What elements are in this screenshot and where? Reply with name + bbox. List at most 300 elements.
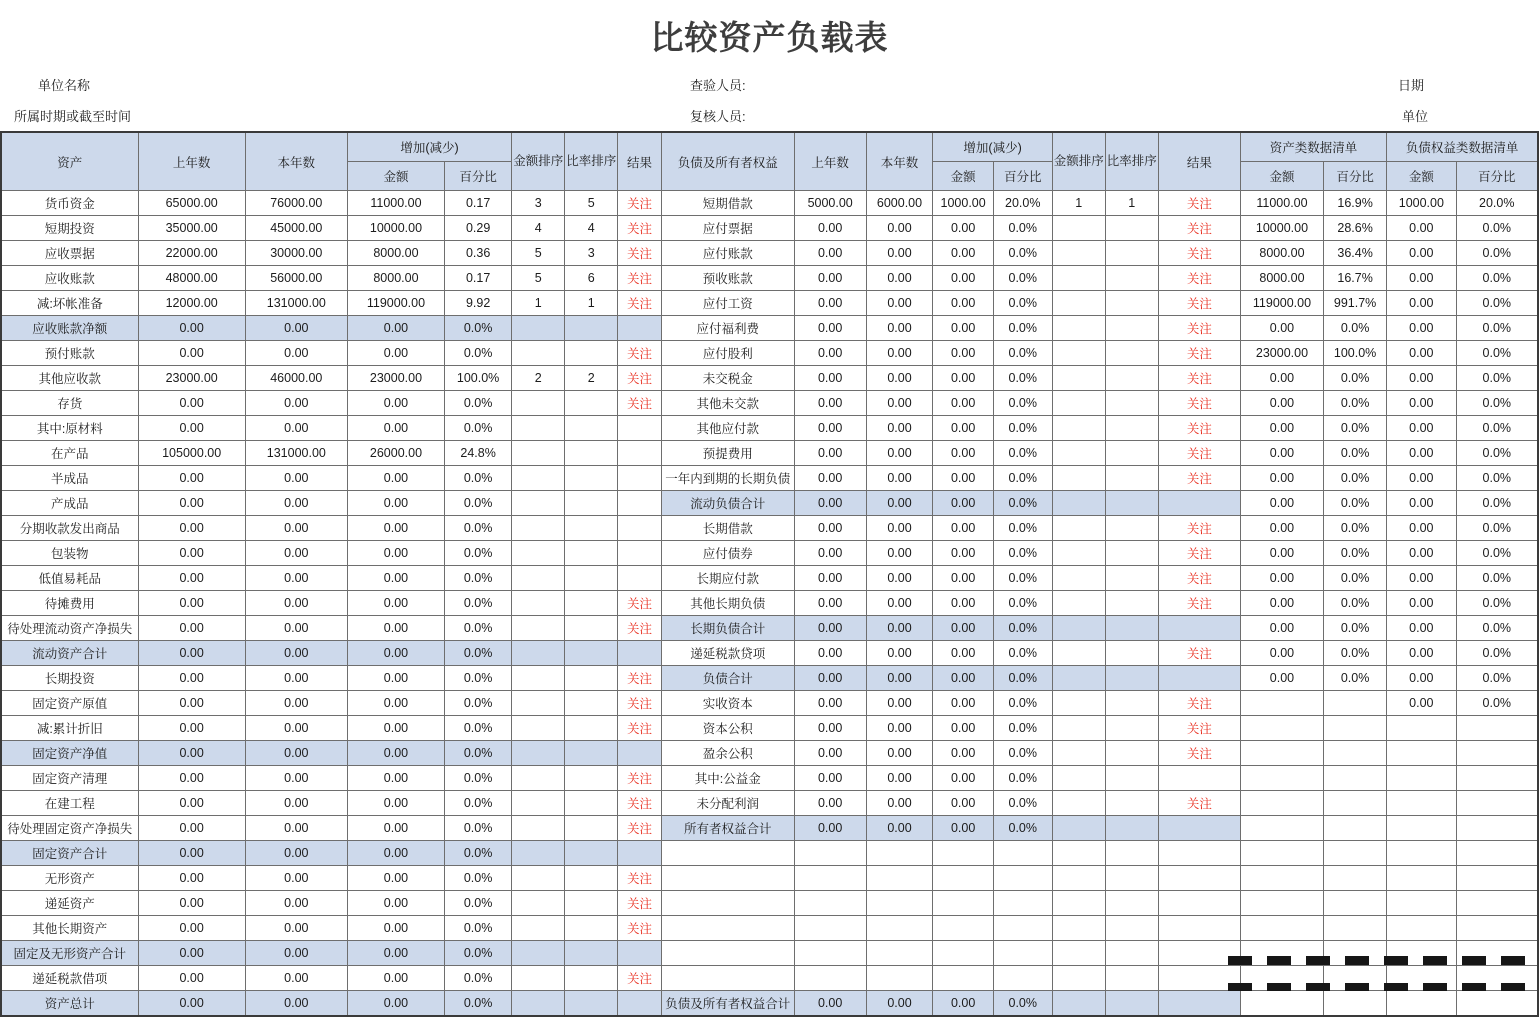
cell-liability-list-pct[interactable] (1456, 866, 1538, 891)
cell-liability-list-amount[interactable] (1387, 991, 1456, 1016)
cell-liab-label[interactable]: 资本公积 (661, 716, 794, 741)
cell-asset-label[interactable]: 递延税款借项 (1, 966, 138, 991)
cell-liab-ratio-rank[interactable] (1105, 466, 1158, 491)
cell-liability-list-pct[interactable]: 0.0% (1456, 341, 1538, 366)
cell-liab-ratio-rank[interactable] (1105, 866, 1158, 891)
cell-liab-curr-year[interactable]: 0.00 (866, 791, 933, 816)
cell-asset-prev-year[interactable]: 22000.00 (138, 241, 245, 266)
cell-liab-amount-rank[interactable] (1052, 691, 1105, 716)
cell-liability-list-amount[interactable]: 0.00 (1387, 591, 1456, 616)
cell-asset-list-amount[interactable]: 0.00 (1240, 416, 1323, 441)
cell-liability-list-pct[interactable] (1456, 991, 1538, 1016)
cell-liab-pct[interactable]: 0.0% (993, 741, 1052, 766)
cell-asset-prev-year[interactable]: 0.00 (138, 566, 245, 591)
cell-asset-label[interactable]: 待摊费用 (1, 591, 138, 616)
cell-liab-result[interactable]: 关注 (1158, 391, 1240, 416)
cell-liab-result[interactable]: 关注 (1158, 466, 1240, 491)
cell-asset-curr-year[interactable]: 0.00 (245, 591, 347, 616)
cell-liability-list-amount[interactable]: 0.00 (1387, 366, 1456, 391)
cell-liab-ratio-rank[interactable] (1105, 691, 1158, 716)
cell-asset-amount-rank[interactable] (512, 666, 565, 691)
cell-asset-list-pct[interactable]: 16.7% (1324, 266, 1387, 291)
cell-liab-amount-rank[interactable] (1052, 616, 1105, 641)
cell-liability-list-amount[interactable]: 0.00 (1387, 691, 1456, 716)
cell-asset-list-pct[interactable] (1324, 816, 1387, 841)
cell-asset-label[interactable]: 固定及无形资产合计 (1, 941, 138, 966)
cell-asset-amount[interactable]: 0.00 (347, 866, 444, 891)
cell-asset-amount[interactable]: 0.00 (347, 316, 444, 341)
cell-liab-prev-year[interactable]: 0.00 (794, 591, 866, 616)
cell-asset-amount-rank[interactable] (512, 416, 565, 441)
cell-asset-pct[interactable]: 0.0% (445, 491, 512, 516)
cell-liab-result[interactable]: 关注 (1158, 341, 1240, 366)
cell-asset-prev-year[interactable]: 0.00 (138, 916, 245, 941)
cell-asset-pct[interactable]: 24.8% (445, 441, 512, 466)
cell-asset-list-amount[interactable]: 0.00 (1240, 441, 1323, 466)
cell-asset-pct[interactable]: 0.0% (445, 716, 512, 741)
cell-liab-amount[interactable] (933, 966, 993, 991)
cell-asset-list-pct[interactable]: 0.0% (1324, 491, 1387, 516)
cell-asset-prev-year[interactable]: 0.00 (138, 991, 245, 1016)
cell-asset-curr-year[interactable]: 0.00 (245, 841, 347, 866)
cell-liab-amount[interactable]: 0.00 (933, 666, 993, 691)
cell-asset-curr-year[interactable]: 0.00 (245, 966, 347, 991)
cell-asset-label[interactable]: 低值易耗品 (1, 566, 138, 591)
cell-asset-list-pct[interactable]: 0.0% (1324, 566, 1387, 591)
cell-asset-amount[interactable]: 0.00 (347, 541, 444, 566)
cell-asset-pct[interactable]: 0.0% (445, 816, 512, 841)
cell-asset-ratio-rank[interactable] (565, 766, 618, 791)
cell-asset-pct[interactable]: 0.0% (445, 941, 512, 966)
cell-asset-label[interactable]: 产成品 (1, 491, 138, 516)
cell-liab-amount[interactable] (933, 866, 993, 891)
cell-asset-pct[interactable]: 0.0% (445, 666, 512, 691)
cell-liab-prev-year[interactable]: 0.00 (794, 391, 866, 416)
cell-asset-label[interactable]: 货币资金 (1, 191, 138, 216)
cell-liab-prev-year[interactable]: 0.00 (794, 991, 866, 1016)
cell-liab-pct[interactable]: 0.0% (993, 991, 1052, 1016)
cell-liab-pct[interactable] (993, 891, 1052, 916)
cell-liab-ratio-rank[interactable] (1105, 791, 1158, 816)
cell-asset-amount[interactable]: 0.00 (347, 466, 444, 491)
cell-liab-prev-year[interactable]: 0.00 (794, 666, 866, 691)
cell-liab-label[interactable]: 一年内到期的长期负债 (661, 466, 794, 491)
cell-asset-ratio-rank[interactable] (565, 391, 618, 416)
cell-asset-amount-rank[interactable] (512, 841, 565, 866)
cell-asset-list-amount[interactable]: 11000.00 (1240, 191, 1323, 216)
cell-asset-prev-year[interactable]: 0.00 (138, 866, 245, 891)
cell-asset-pct[interactable]: 0.0% (445, 841, 512, 866)
cell-liab-amount[interactable]: 0.00 (933, 316, 993, 341)
cell-liab-result[interactable]: 关注 (1158, 691, 1240, 716)
cell-liab-prev-year[interactable] (794, 941, 866, 966)
cell-asset-amount[interactable]: 0.00 (347, 916, 444, 941)
cell-liab-result[interactable] (1158, 816, 1240, 841)
cell-asset-list-pct[interactable]: 100.0% (1324, 341, 1387, 366)
cell-liab-result[interactable] (1158, 841, 1240, 866)
cell-asset-label[interactable]: 存货 (1, 391, 138, 416)
cell-asset-amount-rank[interactable] (512, 816, 565, 841)
cell-liability-list-amount[interactable]: 0.00 (1387, 466, 1456, 491)
cell-asset-amount-rank[interactable] (512, 741, 565, 766)
cell-asset-prev-year[interactable]: 0.00 (138, 641, 245, 666)
cell-liab-pct[interactable]: 0.0% (993, 466, 1052, 491)
cell-liab-prev-year[interactable]: 0.00 (794, 366, 866, 391)
cell-asset-pct[interactable]: 0.0% (445, 416, 512, 441)
cell-liab-curr-year[interactable] (866, 966, 933, 991)
cell-asset-prev-year[interactable]: 0.00 (138, 691, 245, 716)
cell-liability-list-pct[interactable]: 0.0% (1456, 491, 1538, 516)
cell-asset-list-pct[interactable]: 991.7% (1324, 291, 1387, 316)
cell-asset-curr-year[interactable]: 0.00 (245, 991, 347, 1016)
cell-asset-curr-year[interactable]: 0.00 (245, 316, 347, 341)
cell-asset-list-amount[interactable]: 0.00 (1240, 566, 1323, 591)
cell-asset-amount[interactable]: 0.00 (347, 991, 444, 1016)
cell-asset-label[interactable]: 其中:原材料 (1, 416, 138, 441)
cell-asset-list-amount[interactable] (1240, 991, 1323, 1016)
cell-asset-list-amount[interactable]: 0.00 (1240, 516, 1323, 541)
cell-asset-label[interactable]: 无形资产 (1, 866, 138, 891)
cell-asset-prev-year[interactable]: 0.00 (138, 491, 245, 516)
cell-liab-curr-year[interactable]: 0.00 (866, 441, 933, 466)
cell-asset-pct[interactable]: 0.0% (445, 916, 512, 941)
cell-liab-prev-year[interactable]: 0.00 (794, 741, 866, 766)
cell-asset-label[interactable]: 预付账款 (1, 341, 138, 366)
cell-liab-amount[interactable] (933, 891, 993, 916)
cell-asset-amount-rank[interactable] (512, 341, 565, 366)
cell-asset-curr-year[interactable]: 46000.00 (245, 366, 347, 391)
cell-liab-pct[interactable]: 0.0% (993, 591, 1052, 616)
cell-asset-list-pct[interactable] (1324, 766, 1387, 791)
cell-liab-result[interactable] (1158, 916, 1240, 941)
cell-liab-amount-rank[interactable] (1052, 341, 1105, 366)
cell-asset-result[interactable] (618, 741, 662, 766)
cell-asset-ratio-rank[interactable] (565, 791, 618, 816)
cell-liability-list-pct[interactable]: 0.0% (1456, 616, 1538, 641)
cell-liab-prev-year[interactable]: 0.00 (794, 516, 866, 541)
cell-asset-list-pct[interactable]: 0.0% (1324, 641, 1387, 666)
cell-liab-curr-year[interactable]: 0.00 (866, 266, 933, 291)
cell-liability-list-pct[interactable]: 0.0% (1456, 691, 1538, 716)
cell-liab-result[interactable]: 关注 (1158, 291, 1240, 316)
cell-asset-curr-year[interactable]: 0.00 (245, 616, 347, 641)
cell-asset-label[interactable]: 减:累计折旧 (1, 716, 138, 741)
cell-asset-list-amount[interactable]: 0.00 (1240, 591, 1323, 616)
cell-asset-curr-year[interactable]: 0.00 (245, 766, 347, 791)
cell-liab-amount-rank[interactable] (1052, 891, 1105, 916)
cell-liab-result[interactable]: 关注 (1158, 566, 1240, 591)
cell-liab-ratio-rank[interactable] (1105, 541, 1158, 566)
cell-liab-result[interactable]: 关注 (1158, 316, 1240, 341)
cell-asset-label[interactable]: 待处理流动资产净损失 (1, 616, 138, 641)
cell-liab-label[interactable]: 应付账款 (661, 241, 794, 266)
cell-liab-amount[interactable]: 0.00 (933, 366, 993, 391)
cell-asset-list-amount[interactable] (1240, 691, 1323, 716)
cell-asset-curr-year[interactable]: 0.00 (245, 416, 347, 441)
cell-liab-label[interactable]: 其中:公益金 (661, 766, 794, 791)
cell-liab-label[interactable]: 流动负债合计 (661, 491, 794, 516)
cell-liab-amount-rank[interactable] (1052, 641, 1105, 666)
cell-liab-amount-rank[interactable] (1052, 666, 1105, 691)
cell-liab-amount-rank[interactable] (1052, 866, 1105, 891)
cell-asset-amount-rank[interactable] (512, 591, 565, 616)
cell-asset-amount[interactable]: 0.00 (347, 966, 444, 991)
cell-liability-list-amount[interactable] (1387, 891, 1456, 916)
cell-asset-list-amount[interactable]: 0.00 (1240, 366, 1323, 391)
cell-asset-label[interactable]: 半成品 (1, 466, 138, 491)
cell-asset-list-amount[interactable] (1240, 866, 1323, 891)
cell-asset-amount-rank[interactable] (512, 716, 565, 741)
cell-liab-result[interactable]: 关注 (1158, 641, 1240, 666)
cell-asset-amount[interactable]: 0.00 (347, 716, 444, 741)
cell-asset-amount[interactable]: 0.00 (347, 616, 444, 641)
cell-asset-pct[interactable]: 9.92 (445, 291, 512, 316)
cell-asset-curr-year[interactable]: 45000.00 (245, 216, 347, 241)
cell-asset-list-pct[interactable] (1324, 891, 1387, 916)
cell-liab-amount-rank[interactable] (1052, 741, 1105, 766)
cell-liability-list-amount[interactable]: 0.00 (1387, 341, 1456, 366)
cell-asset-pct[interactable]: 0.0% (445, 741, 512, 766)
cell-asset-label[interactable]: 待处理固定资产净损失 (1, 816, 138, 841)
cell-asset-amount-rank[interactable] (512, 641, 565, 666)
cell-asset-prev-year[interactable]: 0.00 (138, 516, 245, 541)
cell-asset-list-amount[interactable] (1240, 741, 1323, 766)
cell-liab-label[interactable]: 负债合计 (661, 666, 794, 691)
cell-liab-result[interactable] (1158, 991, 1240, 1016)
cell-asset-pct[interactable]: 0.0% (445, 966, 512, 991)
cell-liab-pct[interactable]: 20.0% (993, 191, 1052, 216)
cell-asset-result[interactable]: 关注 (618, 666, 662, 691)
cell-liability-list-amount[interactable]: 0.00 (1387, 291, 1456, 316)
cell-liab-label[interactable] (661, 891, 794, 916)
cell-asset-prev-year[interactable]: 0.00 (138, 791, 245, 816)
cell-liab-curr-year[interactable]: 0.00 (866, 566, 933, 591)
cell-asset-curr-year[interactable]: 0.00 (245, 866, 347, 891)
cell-liability-list-pct[interactable]: 0.0% (1456, 316, 1538, 341)
cell-asset-ratio-rank[interactable]: 5 (565, 191, 618, 216)
cell-liability-list-amount[interactable]: 1000.00 (1387, 191, 1456, 216)
cell-liab-label[interactable]: 应付福利费 (661, 316, 794, 341)
cell-liab-amount-rank[interactable] (1052, 841, 1105, 866)
cell-asset-ratio-rank[interactable] (565, 841, 618, 866)
cell-liab-prev-year[interactable]: 0.00 (794, 341, 866, 366)
cell-asset-list-amount[interactable] (1240, 766, 1323, 791)
cell-liab-result[interactable] (1158, 891, 1240, 916)
cell-liability-list-pct[interactable] (1456, 891, 1538, 916)
cell-liab-amount[interactable]: 1000.00 (933, 191, 993, 216)
cell-liab-curr-year[interactable]: 0.00 (866, 716, 933, 741)
cell-asset-ratio-rank[interactable] (565, 441, 618, 466)
cell-liab-amount-rank[interactable] (1052, 266, 1105, 291)
cell-liab-amount[interactable]: 0.00 (933, 691, 993, 716)
cell-asset-ratio-rank[interactable] (565, 741, 618, 766)
cell-asset-pct[interactable]: 0.0% (445, 566, 512, 591)
cell-liab-prev-year[interactable]: 0.00 (794, 541, 866, 566)
cell-liab-label[interactable]: 负债及所有者权益合计 (661, 991, 794, 1016)
cell-liab-result[interactable]: 关注 (1158, 416, 1240, 441)
cell-asset-list-pct[interactable]: 0.0% (1324, 516, 1387, 541)
cell-asset-prev-year[interactable]: 0.00 (138, 841, 245, 866)
cell-liab-amount-rank[interactable] (1052, 516, 1105, 541)
cell-asset-curr-year[interactable]: 0.00 (245, 941, 347, 966)
cell-asset-amount[interactable]: 0.00 (347, 766, 444, 791)
cell-liab-amount[interactable]: 0.00 (933, 466, 993, 491)
cell-liab-label[interactable] (661, 941, 794, 966)
cell-asset-label[interactable]: 其他应收款 (1, 366, 138, 391)
cell-asset-curr-year[interactable]: 0.00 (245, 466, 347, 491)
cell-liability-list-amount[interactable]: 0.00 (1387, 316, 1456, 341)
cell-liability-list-amount[interactable]: 0.00 (1387, 541, 1456, 566)
cell-liab-label[interactable]: 其他未交款 (661, 391, 794, 416)
cell-asset-amount-rank[interactable] (512, 516, 565, 541)
cell-liab-prev-year[interactable]: 0.00 (794, 566, 866, 591)
cell-liab-pct[interactable]: 0.0% (993, 791, 1052, 816)
cell-asset-result[interactable] (618, 416, 662, 441)
cell-asset-amount[interactable]: 11000.00 (347, 191, 444, 216)
cell-liab-label[interactable]: 盈余公积 (661, 741, 794, 766)
cell-liab-pct[interactable]: 0.0% (993, 766, 1052, 791)
cell-liab-result[interactable] (1158, 491, 1240, 516)
cell-liab-prev-year[interactable]: 0.00 (794, 316, 866, 341)
cell-asset-prev-year[interactable]: 0.00 (138, 316, 245, 341)
cell-liab-ratio-rank[interactable] (1105, 316, 1158, 341)
cell-asset-list-amount[interactable]: 0.00 (1240, 316, 1323, 341)
cell-asset-curr-year[interactable]: 0.00 (245, 491, 347, 516)
cell-asset-result[interactable]: 关注 (618, 716, 662, 741)
cell-asset-amount-rank[interactable] (512, 916, 565, 941)
cell-asset-label[interactable]: 资产总计 (1, 991, 138, 1016)
cell-asset-amount-rank[interactable]: 2 (512, 366, 565, 391)
cell-asset-ratio-rank[interactable] (565, 691, 618, 716)
cell-liability-list-amount[interactable] (1387, 816, 1456, 841)
cell-liab-result[interactable]: 关注 (1158, 441, 1240, 466)
cell-asset-ratio-rank[interactable] (565, 891, 618, 916)
cell-liab-pct[interactable] (993, 941, 1052, 966)
cell-liab-label[interactable]: 短期借款 (661, 191, 794, 216)
cell-liab-amount[interactable]: 0.00 (933, 216, 993, 241)
cell-liab-amount-rank[interactable] (1052, 441, 1105, 466)
cell-liability-list-amount[interactable]: 0.00 (1387, 616, 1456, 641)
cell-asset-list-amount[interactable] (1240, 841, 1323, 866)
cell-liab-amount-rank[interactable] (1052, 241, 1105, 266)
cell-asset-amount-rank[interactable] (512, 691, 565, 716)
cell-liab-amount-rank[interactable] (1052, 591, 1105, 616)
cell-asset-pct[interactable]: 0.0% (445, 516, 512, 541)
cell-asset-label[interactable]: 固定资产清理 (1, 766, 138, 791)
cell-liab-amount[interactable]: 0.00 (933, 616, 993, 641)
cell-asset-label[interactable]: 短期投资 (1, 216, 138, 241)
cell-asset-label[interactable]: 在产品 (1, 441, 138, 466)
cell-liab-amount[interactable]: 0.00 (933, 716, 993, 741)
cell-liab-ratio-rank[interactable] (1105, 491, 1158, 516)
cell-liability-list-pct[interactable]: 0.0% (1456, 666, 1538, 691)
cell-asset-list-pct[interactable] (1324, 716, 1387, 741)
cell-liab-pct[interactable]: 0.0% (993, 516, 1052, 541)
cell-liab-label[interactable] (661, 916, 794, 941)
cell-asset-list-amount[interactable]: 0.00 (1240, 666, 1323, 691)
cell-liab-ratio-rank[interactable]: 1 (1105, 191, 1158, 216)
cell-asset-list-pct[interactable]: 36.4% (1324, 241, 1387, 266)
cell-liab-curr-year[interactable]: 0.00 (866, 291, 933, 316)
cell-asset-result[interactable] (618, 466, 662, 491)
cell-asset-list-pct[interactable]: 0.0% (1324, 541, 1387, 566)
cell-asset-ratio-rank[interactable] (565, 541, 618, 566)
cell-liab-ratio-rank[interactable] (1105, 816, 1158, 841)
cell-liab-ratio-rank[interactable] (1105, 766, 1158, 791)
cell-asset-ratio-rank[interactable]: 4 (565, 216, 618, 241)
cell-asset-list-pct[interactable]: 0.0% (1324, 441, 1387, 466)
cell-asset-prev-year[interactable]: 0.00 (138, 941, 245, 966)
cell-liab-amount-rank[interactable] (1052, 916, 1105, 941)
cell-liability-list-amount[interactable]: 0.00 (1387, 441, 1456, 466)
cell-asset-amount-rank[interactable] (512, 866, 565, 891)
cell-liability-list-pct[interactable]: 0.0% (1456, 541, 1538, 566)
cell-asset-ratio-rank[interactable] (565, 916, 618, 941)
cell-liab-ratio-rank[interactable] (1105, 341, 1158, 366)
cell-liab-curr-year[interactable]: 0.00 (866, 241, 933, 266)
cell-asset-amount[interactable]: 0.00 (347, 791, 444, 816)
cell-liab-label[interactable] (661, 966, 794, 991)
cell-asset-result[interactable]: 关注 (618, 691, 662, 716)
cell-asset-ratio-rank[interactable] (565, 991, 618, 1016)
cell-asset-prev-year[interactable]: 0.00 (138, 591, 245, 616)
cell-liab-prev-year[interactable]: 0.00 (794, 241, 866, 266)
cell-asset-label[interactable]: 减:坏帐准备 (1, 291, 138, 316)
cell-asset-list-pct[interactable]: 28.6% (1324, 216, 1387, 241)
cell-liab-amount[interactable]: 0.00 (933, 291, 993, 316)
cell-liab-amount[interactable]: 0.00 (933, 566, 993, 591)
cell-liability-list-pct[interactable]: 0.0% (1456, 391, 1538, 416)
cell-liab-amount[interactable]: 0.00 (933, 741, 993, 766)
cell-liab-result[interactable] (1158, 866, 1240, 891)
cell-asset-amount-rank[interactable] (512, 566, 565, 591)
cell-liab-amount-rank[interactable] (1052, 416, 1105, 441)
cell-liab-prev-year[interactable] (794, 916, 866, 941)
cell-liab-amount-rank[interactable] (1052, 941, 1105, 966)
cell-asset-amount[interactable]: 0.00 (347, 691, 444, 716)
cell-liab-ratio-rank[interactable] (1105, 566, 1158, 591)
cell-asset-pct[interactable]: 0.0% (445, 591, 512, 616)
cell-asset-list-pct[interactable]: 0.0% (1324, 366, 1387, 391)
cell-asset-ratio-rank[interactable] (565, 466, 618, 491)
cell-liab-pct[interactable]: 0.0% (993, 341, 1052, 366)
cell-asset-label[interactable]: 包装物 (1, 541, 138, 566)
cell-asset-curr-year[interactable]: 0.00 (245, 641, 347, 666)
cell-liab-ratio-rank[interactable] (1105, 441, 1158, 466)
cell-asset-result[interactable] (618, 491, 662, 516)
cell-liability-list-amount[interactable]: 0.00 (1387, 566, 1456, 591)
cell-asset-curr-year[interactable]: 0.00 (245, 566, 347, 591)
cell-asset-amount-rank[interactable]: 5 (512, 241, 565, 266)
cell-asset-result[interactable]: 关注 (618, 391, 662, 416)
cell-asset-list-amount[interactable]: 0.00 (1240, 641, 1323, 666)
cell-liab-amount[interactable]: 0.00 (933, 391, 993, 416)
cell-asset-pct[interactable]: 0.29 (445, 216, 512, 241)
cell-liab-curr-year[interactable] (866, 841, 933, 866)
cell-liab-pct[interactable]: 0.0% (993, 366, 1052, 391)
cell-liab-amount[interactable]: 0.00 (933, 791, 993, 816)
cell-asset-result[interactable]: 关注 (618, 241, 662, 266)
cell-liab-amount-rank[interactable] (1052, 216, 1105, 241)
cell-liab-prev-year[interactable]: 0.00 (794, 616, 866, 641)
cell-liability-list-pct[interactable]: 0.0% (1456, 441, 1538, 466)
cell-asset-ratio-rank[interactable] (565, 616, 618, 641)
cell-liability-list-amount[interactable]: 0.00 (1387, 266, 1456, 291)
cell-liab-result[interactable]: 关注 (1158, 741, 1240, 766)
cell-asset-amount-rank[interactable]: 4 (512, 216, 565, 241)
cell-asset-prev-year[interactable]: 0.00 (138, 766, 245, 791)
cell-liab-curr-year[interactable] (866, 941, 933, 966)
